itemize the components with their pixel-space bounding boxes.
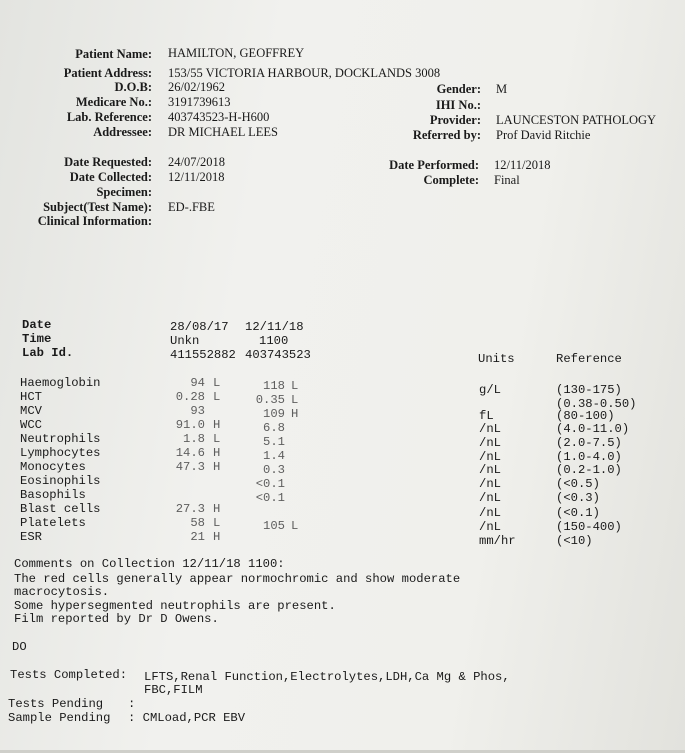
complete-label: Complete: bbox=[423, 173, 479, 187]
test-name: ESR bbox=[20, 530, 42, 544]
referred-by-value: Prof David Ritchie bbox=[496, 128, 591, 142]
reference-cell: (150-400) bbox=[556, 520, 622, 534]
result-col2-value: 105 bbox=[263, 519, 285, 533]
result-col2-value: 0.3 bbox=[263, 463, 285, 477]
units-cell: /nL bbox=[479, 450, 501, 464]
units-cell: /nL bbox=[479, 463, 501, 477]
result-col1-value: 1.8 bbox=[183, 432, 205, 446]
sample-pending-value: : CMLoad,PCR EBV bbox=[128, 711, 246, 725]
date-collected-value: 12/11/2018 bbox=[168, 170, 225, 184]
result-col1-value: 93 bbox=[190, 404, 205, 418]
tests-completed-line2: FBC,FILM bbox=[144, 683, 203, 697]
patient-address-label: Patient Address: bbox=[63, 66, 152, 80]
patient-name-label: Patient Name: bbox=[75, 47, 152, 61]
ihi-label: IHI No.: bbox=[435, 98, 481, 112]
test-name: Neutrophils bbox=[20, 432, 101, 446]
units-cell: fL bbox=[479, 409, 494, 423]
result-col1-value: 14.6 bbox=[175, 446, 205, 460]
units-cell: /nL bbox=[479, 422, 501, 436]
complete-value: Final bbox=[494, 173, 520, 187]
col1-time: Unkn bbox=[170, 334, 200, 348]
medicare-label: Medicare No.: bbox=[75, 95, 152, 109]
provider-label: Provider: bbox=[429, 113, 481, 127]
test-name: Eosinophils bbox=[20, 474, 101, 488]
comment-line: Film reported by Dr D Owens. bbox=[14, 612, 219, 626]
result-col2-value: <0.1 bbox=[255, 491, 285, 505]
date-requested-value: 24/07/2018 bbox=[168, 155, 225, 169]
result-col2-value: 0.35 bbox=[255, 393, 285, 407]
dob-value: 26/02/1962 bbox=[168, 80, 225, 94]
units-cell: /nL bbox=[479, 436, 501, 450]
addressee-label: Addressee: bbox=[93, 125, 152, 139]
units-cell: /nL bbox=[479, 506, 501, 520]
units-cell: g/L bbox=[479, 383, 501, 397]
result-col2-value: 6.8 bbox=[263, 421, 285, 435]
units-header: Units bbox=[478, 352, 515, 366]
test-name: Basophils bbox=[20, 488, 86, 502]
subject-value: ED-.FBE bbox=[168, 200, 215, 214]
result-col1-flag: H bbox=[213, 530, 221, 544]
dob-label: D.O.B: bbox=[114, 80, 152, 94]
gender-label: Gender: bbox=[436, 82, 481, 96]
result-col1-value: 91.0 bbox=[175, 418, 205, 432]
result-col1-value: 47.3 bbox=[175, 460, 205, 474]
col1-lab-id: 411552882 bbox=[170, 348, 236, 362]
gender-value: M bbox=[496, 82, 508, 96]
reference-cell: (80-100) bbox=[556, 409, 615, 423]
result-col1-value: 27.3 bbox=[175, 502, 205, 516]
units-cell: /nL bbox=[479, 477, 501, 491]
result-col1-value: 0.28 bbox=[175, 390, 205, 404]
lab-reference-label: Lab. Reference: bbox=[66, 110, 152, 124]
test-name: Haemoglobin bbox=[20, 376, 101, 390]
result-col1-flag: L bbox=[213, 432, 221, 446]
sample-pending-label: Sample Pending bbox=[8, 711, 111, 725]
reference-cell: (1.0-4.0) bbox=[556, 450, 622, 464]
patient-address-value: 153/55 VICTORIA HARBOUR, DOCKLANDS 3008 bbox=[168, 66, 441, 80]
reference-header: Reference bbox=[556, 352, 622, 366]
result-col2-value: 5.1 bbox=[263, 435, 285, 449]
tests-pending-value: : bbox=[128, 697, 136, 711]
reference-cell: (<10) bbox=[556, 534, 593, 548]
comment-line: The red cells generally appear normochromic and show moderate bbox=[14, 572, 461, 586]
reference-cell: (2.0-7.5) bbox=[556, 436, 622, 450]
test-name: Monocytes bbox=[20, 460, 86, 474]
specimen-label: Specimen: bbox=[96, 185, 152, 199]
result-col1-flag: L bbox=[213, 376, 221, 390]
reference-cell: (0.38-0.50) bbox=[556, 397, 637, 411]
result-col2-value: <0.1 bbox=[255, 477, 285, 491]
units-cell: /nL bbox=[479, 520, 501, 534]
tests-completed-line1: LFTS,Renal Function,Electrolytes,LDH,Ca Mg & Phos, bbox=[144, 670, 510, 684]
clinical-info-label: Clinical Information: bbox=[37, 214, 152, 228]
lab-id-row-label: Lab Id. bbox=[22, 346, 74, 360]
subject-label: Subject(Test Name): bbox=[43, 200, 152, 214]
referred-by-label: Referred by: bbox=[412, 128, 481, 142]
provider-value: LAUNCESTON PATHOLOGY bbox=[496, 113, 657, 127]
comment-line: Comments on Collection 12/11/18 1100: bbox=[14, 557, 285, 571]
result-col1-flag: H bbox=[213, 446, 221, 460]
test-name: Platelets bbox=[20, 516, 86, 530]
date-collected-label: Date Collected: bbox=[69, 170, 152, 184]
reference-cell: (<0.3) bbox=[556, 491, 600, 505]
addressee-value: DR MICHAEL LEES bbox=[168, 125, 278, 139]
col2-time: 1100 bbox=[259, 334, 289, 348]
medicare-value: 3191739613 bbox=[168, 95, 231, 109]
test-name: WCC bbox=[20, 418, 42, 432]
result-col2-value: 118 bbox=[263, 379, 285, 393]
result-col2-value: 109 bbox=[263, 407, 285, 421]
result-col1-value: 21 bbox=[190, 530, 205, 544]
patient-name-value: HAMILTON, GEOFFREY bbox=[168, 46, 305, 60]
col2-lab-id: 403743523 bbox=[245, 348, 311, 362]
do-marker: DO bbox=[12, 640, 27, 654]
test-name: Lymphocytes bbox=[20, 446, 101, 460]
result-col1-flag: H bbox=[213, 418, 221, 432]
test-name: Blast cells bbox=[20, 502, 101, 516]
result-col1-flag: L bbox=[213, 516, 221, 530]
date-performed-label: Date Performed: bbox=[389, 158, 479, 172]
result-col2-value: 1.4 bbox=[263, 449, 285, 463]
reference-cell: (0.2-1.0) bbox=[556, 463, 622, 477]
result-col1-flag: H bbox=[213, 502, 221, 516]
tests-completed-label: Tests Completed: bbox=[10, 668, 128, 682]
reference-cell: (<0.5) bbox=[556, 477, 600, 491]
comment-line: Some hypersegmented neutrophils are present. bbox=[14, 599, 336, 613]
units-cell: /nL bbox=[479, 491, 501, 505]
tests-pending-label: Tests Pending bbox=[8, 697, 104, 711]
test-name: MCV bbox=[20, 404, 42, 418]
reference-cell: (<0.1) bbox=[556, 506, 600, 520]
col1-date: 28/08/17 bbox=[170, 320, 229, 334]
result-col1-value: 94 bbox=[190, 376, 205, 390]
reference-cell: (130-175) bbox=[556, 383, 622, 397]
result-col2-flag: H bbox=[291, 407, 299, 421]
result-col1-value: 58 bbox=[190, 516, 205, 530]
result-col2-flag: L bbox=[291, 393, 299, 407]
time-row-label: Time bbox=[22, 332, 52, 346]
date-row-label: Date bbox=[22, 318, 52, 332]
date-requested-label: Date Requested: bbox=[64, 155, 152, 169]
result-col2-flag: L bbox=[291, 519, 299, 533]
lab-reference-value: 403743523-H-H600 bbox=[168, 110, 270, 124]
reference-cell: (4.0-11.0) bbox=[556, 422, 630, 436]
date-performed-value: 12/11/2018 bbox=[494, 158, 551, 172]
result-col1-flag: L bbox=[213, 390, 221, 404]
comment-line: macrocytosis. bbox=[14, 585, 110, 599]
units-cell: mm/hr bbox=[479, 534, 516, 548]
result-col2-flag: L bbox=[291, 379, 299, 393]
test-name: HCT bbox=[20, 390, 42, 404]
col2-date: 12/11/18 bbox=[245, 320, 304, 334]
result-col1-flag: H bbox=[213, 460, 221, 474]
